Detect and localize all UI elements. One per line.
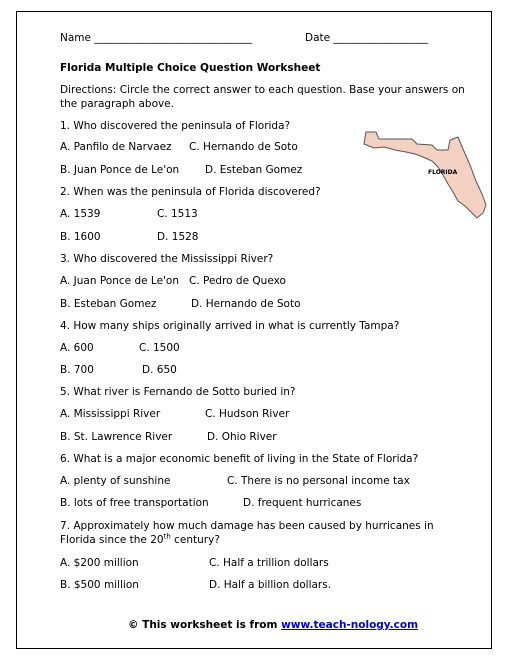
q1-option-a[interactable]: A. Panfilo de Narvaez [60, 141, 172, 153]
question-3: 3. Who discovered the Mississippi River? [60, 253, 274, 265]
question-7-line-1: 7. Approximately how much damage has been caused by hurricanes in [60, 520, 434, 532]
footer-link[interactable]: www.teach-nology.com [281, 619, 419, 631]
q2-option-b[interactable]: B. 1600 [60, 231, 101, 243]
question-5: 5. What river is Fernando de Sotto buried in? [60, 386, 296, 398]
question-6: 6. What is a major economic benefit of living in the State of Florida? [60, 453, 419, 465]
footer [128, 619, 418, 632]
q1-option-c[interactable]: C. Hernando de Soto [189, 141, 298, 153]
question-4: 4. How many ships originally arrived in what is currently Tampa? [60, 320, 400, 332]
question-7-line-2 [60, 534, 220, 547]
q2-option-a[interactable]: A. 1539 [60, 208, 101, 220]
q3-option-c[interactable]: C. Pedro de Quexo [189, 275, 286, 287]
q5-option-a[interactable]: A. Mississippi River [60, 408, 161, 420]
florida-map-image [362, 128, 492, 220]
q7-superscript: th [163, 532, 171, 541]
q4-option-a[interactable]: A. 600 [60, 342, 94, 354]
q7-line2-post: century? [170, 534, 220, 546]
question-1: 1. Who discovered the peninsula of Florida? [60, 120, 291, 132]
q6-option-d[interactable]: D. frequent hurricanes [243, 497, 362, 509]
q7-line2-pre: Florida since the 20 [60, 534, 164, 546]
q3-option-b[interactable]: B. Esteban Gomez [60, 298, 157, 310]
q1-option-b[interactable]: B. Juan Ponce de Le'on [60, 164, 180, 176]
q7-option-d[interactable]: D. Half a billion dollars. [209, 579, 332, 591]
q4-option-d[interactable]: D. 650 [142, 364, 177, 376]
directions-line-2: the paragraph above. [60, 98, 175, 110]
q6-option-a[interactable]: A. plenty of sunshine [60, 475, 171, 487]
q7-option-b[interactable]: B. $500 million [60, 579, 139, 591]
date-field[interactable]: Date __________________ [305, 32, 428, 44]
q3-option-d[interactable]: D. Hernando de Soto [191, 298, 301, 310]
q4-option-b[interactable]: B. 700 [60, 364, 94, 376]
florida-outline [364, 132, 486, 218]
question-2: 2. When was the peninsula of Florida discovered? [60, 186, 321, 198]
q5-option-c[interactable]: C. Hudson River [205, 408, 290, 420]
q6-option-c[interactable]: C. There is no personal income tax [227, 475, 410, 487]
q5-option-d[interactable]: D. Ohio River [207, 431, 277, 443]
q4-option-c[interactable]: C. 1500 [139, 342, 180, 354]
q7-option-a[interactable]: A. $200 million [60, 557, 139, 569]
worksheet-title: Florida Multiple Choice Question Worksheet [60, 62, 321, 74]
q5-option-b[interactable]: B. St. Lawrence River [60, 431, 173, 443]
directions-line-1: Directions: Circle the correct answer to each question. Base your answers on [60, 84, 465, 96]
q3-option-a[interactable]: A. Juan Ponce de Le'on [60, 275, 180, 287]
florida-map-label: FLORIDA [428, 169, 458, 176]
q1-option-d[interactable]: D. Esteban Gomez [205, 164, 303, 176]
q6-option-b[interactable]: B. lots of free transportation [60, 497, 209, 509]
footer-text: © This worksheet is from [128, 619, 282, 631]
q2-option-d[interactable]: D. 1528 [157, 231, 199, 243]
q2-option-c[interactable]: C. 1513 [157, 208, 198, 220]
q7-option-c[interactable]: C. Half a trillion dollars [209, 557, 329, 569]
name-field[interactable]: Name ______________________________ [60, 32, 252, 44]
